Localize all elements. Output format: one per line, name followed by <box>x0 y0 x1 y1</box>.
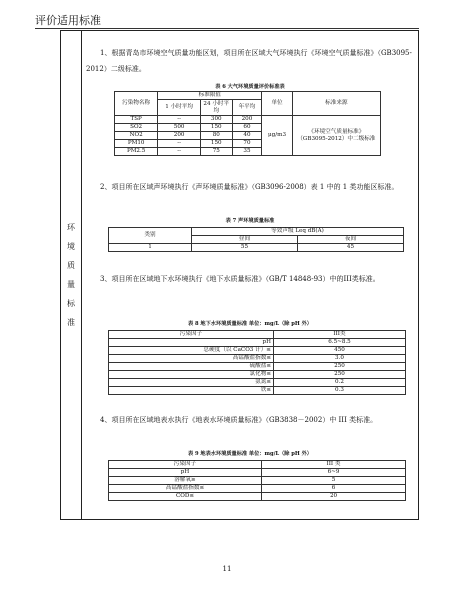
table7-noise-standards <box>108 227 404 252</box>
t8-value: 250 <box>274 363 406 371</box>
side-char: 准 <box>67 318 75 327</box>
t6-h-pollutant: 污染物名称 <box>115 92 158 116</box>
t6-value: 500 <box>158 124 201 132</box>
paragraph-air: 1、根据青岛市环境空气质量功能区划，项目所在区域大气环境执行《环境空气质量标准》（GB3095-2012）二级标准。 <box>86 49 412 73</box>
t8-factor: 硫酸盐≤ <box>109 363 274 371</box>
t6-pollutant: PM2.5 <box>115 148 158 156</box>
paragraph-groundwater: 3、项目所在区域地下水环境执行《地下水质量标准》（GB/T 14848-93）中的III类标准。 <box>100 275 380 283</box>
t9-factor: 溶解氧≥ <box>109 477 262 485</box>
t6-value: 75 <box>200 148 232 156</box>
t7-class: 1 <box>109 244 192 252</box>
t6-h-unit: 单位 <box>262 92 292 116</box>
t6-value: 70 <box>232 140 262 148</box>
page-number: 11 <box>222 565 232 573</box>
t9-value: 6~9 <box>262 469 406 477</box>
side-char: 境 <box>67 242 75 251</box>
t8-h-factor: 污染因子 <box>109 331 274 339</box>
table6-caption: 表 6 大气环境质量评价标准表 <box>215 84 285 90</box>
t8-factor: 高锰酸盐指数≤ <box>109 355 274 363</box>
t6-value: 300 <box>200 116 232 124</box>
table9-caption: 表 9 地表水环境质量标准 单位：mg/L（除 pH 外） <box>187 451 312 457</box>
t6-unit: μg/m3 <box>262 116 292 156</box>
t9-h-factor: 污染因子 <box>109 461 262 469</box>
t9-factor: 高锰酸盐指数≤ <box>109 485 262 493</box>
t6-value: 40 <box>232 132 262 140</box>
t6-pollutant: SO2 <box>115 124 158 132</box>
t8-value: 3.0 <box>274 355 406 363</box>
t6-h-limits: 标准限值 <box>158 92 262 100</box>
paragraph-surface-water: 4、项目所在区域地表水执行《地表水环境质量标准》（GB3838－2002）中 III 类标准。 <box>100 416 378 424</box>
t9-value: 20 <box>262 493 406 501</box>
t8-value: 6.5~8.5 <box>274 339 406 347</box>
t8-value: 0.3 <box>274 387 406 395</box>
t8-factor: 氯化物≤ <box>109 371 274 379</box>
t6-h-24hr: 24 小时平均 <box>200 100 232 116</box>
t9-value: 6 <box>262 485 406 493</box>
side-char: 质 <box>67 261 75 270</box>
t8-h-class: III类 <box>274 331 406 339</box>
paragraph-noise: 2、项目所在区域声环境执行《声环境质量标准》（GB3096-2008）表 1 中的 1 类功能区标准。 <box>100 183 399 191</box>
table7-caption: 表 7 声环境质量标准 <box>225 218 275 224</box>
t7-night: 45 <box>297 244 403 252</box>
t6-pollutant: NO2 <box>115 132 158 140</box>
t7-day: 55 <box>192 244 298 252</box>
table9-surface-water-standards <box>108 460 406 501</box>
t9-h-class: III 类 <box>262 461 406 469</box>
t6-value: -- <box>158 116 201 124</box>
standards-frame <box>60 30 419 520</box>
t6-pollutant: TSP <box>115 116 158 124</box>
t8-factor: 氨氮≤ <box>109 379 274 387</box>
t6-value: 200 <box>158 132 201 140</box>
side-char: 环 <box>67 223 75 232</box>
heading-rule <box>35 28 419 29</box>
t6-value: 60 <box>232 124 262 132</box>
t6-h-1hr: 1 小时平均 <box>158 100 201 116</box>
t9-factor: COD≤ <box>109 493 262 501</box>
standards-content <box>82 31 418 519</box>
t8-value: 450 <box>274 347 406 355</box>
table8-caption: 表 8 地下水环境质量标准 单位：mg/L（除 pH 外） <box>187 321 312 327</box>
t8-factor: 铁≤ <box>109 387 274 395</box>
table6-air-standards <box>114 91 381 156</box>
side-label <box>61 31 82 519</box>
t8-value: 250 <box>274 371 406 379</box>
t7-h-level: 等效声级 Leq dB(A) <box>192 228 404 236</box>
t6-value: -- <box>158 148 201 156</box>
t8-factor: pH <box>109 339 274 347</box>
t6-value: 35 <box>232 148 262 156</box>
side-char: 量 <box>67 280 75 289</box>
t6-value: 150 <box>200 140 232 148</box>
t6-value: 200 <box>232 116 262 124</box>
t9-factor: pH <box>109 469 262 477</box>
page-heading: 评价适用标准 <box>35 14 101 27</box>
side-char: 标 <box>67 299 75 308</box>
t6-value: 150 <box>200 124 232 132</box>
t6-h-year: 年平均 <box>232 100 262 116</box>
t6-pollutant: PM10 <box>115 140 158 148</box>
t8-factor: 总硬度（以 CaCO3 计）≤ <box>109 347 274 355</box>
t6-source: 《环境空气质量标准》（GB3095-2012）中二级标准 <box>292 116 380 156</box>
t6-value: 80 <box>200 132 232 140</box>
t7-h-night: 夜间 <box>297 236 403 244</box>
t6-value: -- <box>158 140 201 148</box>
table8-groundwater-standards <box>108 330 406 395</box>
t7-h-day: 昼间 <box>192 236 298 244</box>
t9-value: 5 <box>262 477 406 485</box>
t7-h-class: 类别 <box>109 228 192 244</box>
t6-h-source: 标准来源 <box>292 92 380 116</box>
t8-value: 0.2 <box>274 379 406 387</box>
